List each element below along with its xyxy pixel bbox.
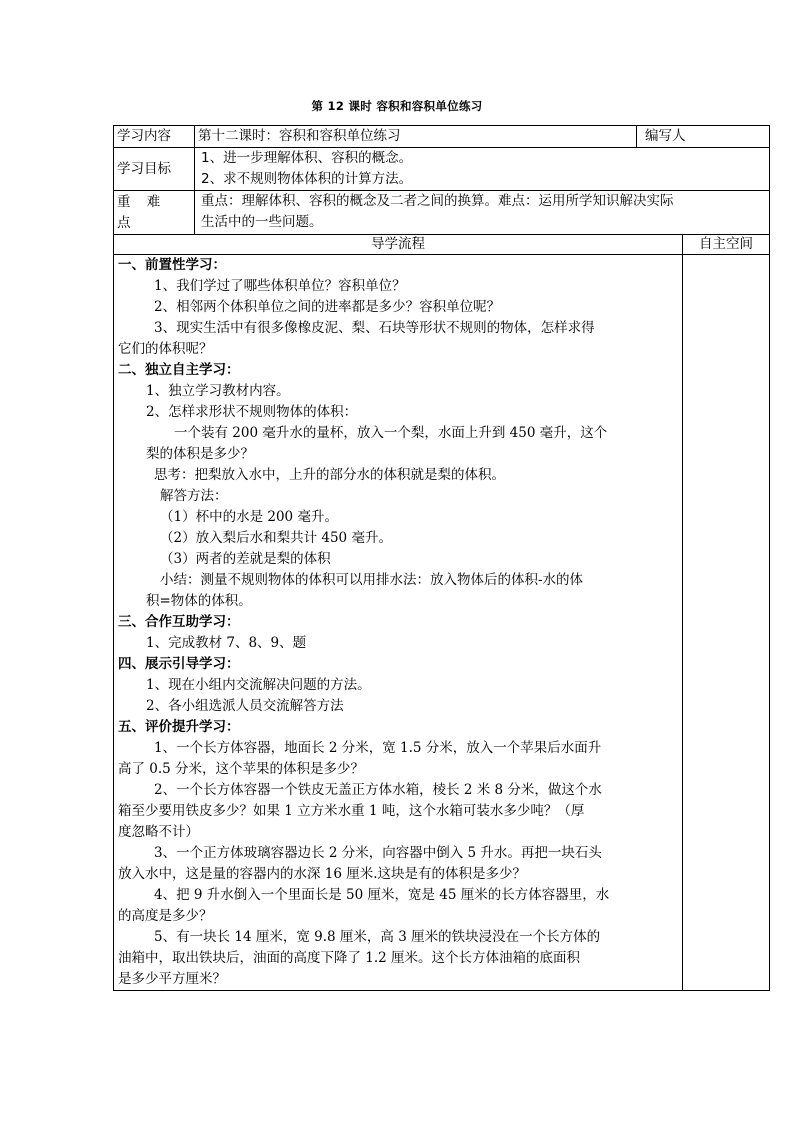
author-label: 编写人 [645, 128, 686, 144]
content-line: 1、我们学过了哪些体积单位？容积单位？ [154, 278, 406, 294]
content-line: 2、怎样求形状不规则物体的体积： [146, 404, 358, 420]
goals-label: 学习目标 [114, 148, 195, 191]
content-row [114, 255, 770, 991]
content-line: 1、现在小组内交流解决问题的方法。 [146, 677, 371, 693]
topic-row [114, 126, 770, 148]
keypoints-line: 重点：理解体积、容积的概念及二者之间的换算。难点：运用所学知识解决实际 [201, 193, 674, 209]
flow-content [114, 255, 683, 991]
content-line: 3、现实生活中有很多像橡皮泥、梨、石块等形状不规则的物体，怎样求得 [154, 320, 595, 336]
content-line: （3）两者的差就是梨的体积 [160, 551, 331, 567]
content-line: （1）杯中的水是 200 毫升。 [160, 509, 338, 525]
content-line: 1、完成教材 7、8、9、题 [146, 635, 307, 651]
flow-lines [118, 255, 680, 990]
lesson-plan-table [113, 125, 770, 991]
content-line: 放入水中，这是量的容器内的水深 16 厘米.这块是有的体积是多少？ [118, 866, 527, 882]
content-line: （2）放入梨后水和梨共计 450 毫升。 [160, 530, 392, 546]
keypoints-label: 重 难 点 [114, 191, 195, 235]
content-line: 思考：把梨放入水中，上升的部分水的体积就是梨的体积。 [154, 467, 505, 483]
keypoints-cell [195, 191, 770, 235]
content-line: 它们的体积呢？ [118, 341, 213, 357]
content-line: 梨的体积是多少？ [146, 446, 254, 462]
content-line: 一个装有 200 毫升水的量杯，放入一个梨，水面上升到 450 毫升，这个 [174, 425, 608, 441]
section-heading: 二、独立自主学习： [118, 362, 240, 378]
content-line: 是多少平方厘米？ [118, 971, 226, 987]
goal-item: 2、求不规则物体体积的计算方法。 [201, 171, 413, 187]
content-line: 2、各小组选派人员交流解答方法 [146, 698, 344, 714]
content-line: 4、把 9 升水倒入一个里面长是 50 厘米，宽是 45 厘米的长方体容器里，水 [154, 887, 610, 903]
content-line: 小结：测量不规则物体的体积可以用排水法：放入物体后的体积-水的体 [160, 572, 584, 588]
content-line: 箱至少要用铁皮多少？如果 1 立方米水重 1 吨，这个水箱可装水多少吨？（厚 [118, 803, 585, 819]
document-title: 第 12 课时 容积和容积单位练习 [311, 99, 483, 113]
goals-cell [195, 148, 770, 191]
content-line: 1、独立学习教材内容。 [146, 383, 290, 399]
section-heading: 一、前置性学习： [118, 257, 226, 273]
content-line: 1、一个长方体容器，地面长 2 分米，宽 1.5 分米，放入一个苹果后水面升 [154, 740, 602, 756]
keypoints-line: 生活中的一些问题。 [201, 214, 323, 230]
content-line: 5、有一块长 14 厘米，宽 9.8 厘米，高 3 厘米的铁块浸没在一个长方体的 [154, 929, 601, 945]
section-heading: 四、展示引导学习： [118, 656, 240, 672]
content-line: 2、一个长方体容器一个铁皮无盖正方体水箱，棱长 2 米 8 分米，做这个水 [154, 782, 602, 798]
keypoints-row [114, 191, 770, 235]
author-cell [637, 126, 770, 148]
space-header: 自主空间 [683, 235, 770, 255]
content-line: 积=物体的体积。 [146, 593, 252, 609]
section-heading: 三、合作互助学习： [118, 614, 240, 630]
content-line: 油箱中，取出铁块后，油面的高度下降了 1.2 厘米。这个长方体油箱的底面积 [118, 950, 581, 966]
section-heading: 五、评价提升学习： [118, 719, 240, 735]
content-line: 解答方法： [160, 488, 228, 504]
content-line: 度忽略不计） [118, 824, 199, 840]
topic-value: 第十二课时：容积和容积单位练习 [195, 126, 637, 148]
flow-header-row [114, 235, 770, 255]
goals-row [114, 148, 770, 191]
goal-item: 1、进一步理解体积、容积的概念。 [201, 150, 413, 166]
content-line: 的高度是多少？ [118, 908, 213, 924]
self-study-space [683, 255, 770, 991]
flow-header: 导学流程 [114, 235, 683, 255]
topic-label: 学习内容 [114, 126, 195, 148]
content-line: 3、一个正方体玻璃容器边长 2 分米，向容器中倒入 5 升水。再把一块石头 [154, 845, 602, 861]
content-line: 2、相邻两个体积单位之间的进率都是多少？容积单位呢？ [154, 299, 501, 315]
content-line: 高了 0.5 分米，这个苹果的体积是多少？ [118, 761, 365, 777]
